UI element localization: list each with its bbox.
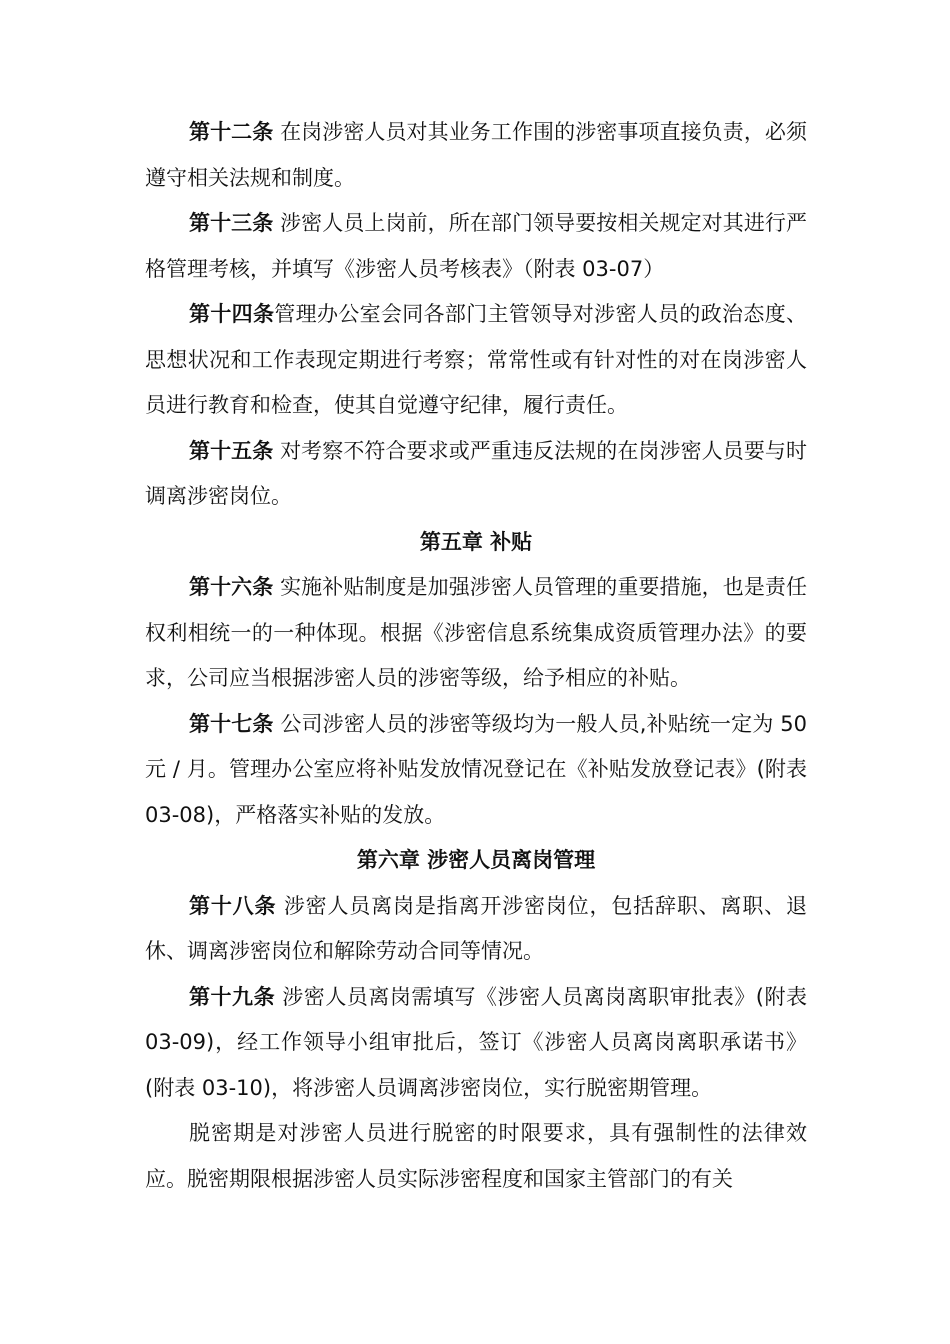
article-text: 涉密人员上岗前，所在部门领导要按相关规定对其进行严格管理考核，并填写《涉密人员考核表》（附表 03-07）: [145, 211, 807, 281]
closing-paragraph: 脱密期是对涉密人员进行脱密的时限要求，具有强制性的法律效应。脱密期限根据涉密人员实际涉密程度和国家主管部门的有关: [145, 1121, 807, 1191]
article-number: 第十七条: [189, 711, 274, 736]
article-13: [145, 201, 807, 292]
article-15: [145, 429, 807, 520]
article-text: 公司涉密人员的涉密等级均为一般人员,补贴统一定为 50 元 / 月。管理办公室应将补贴发放情况登记在《补贴发放登记表》(附表 03-08)，严格落实补贴的发放。: [145, 711, 808, 827]
chapter-heading: 第五章 补贴: [419, 529, 533, 554]
article-14: [145, 292, 807, 429]
article-number: 第十五条: [189, 438, 274, 463]
article-number: 第十二条: [189, 120, 274, 144]
article-18: [145, 884, 807, 975]
article-text: 实施补贴制度是加强涉密人员管理的重要措施，也是责任权利相统一的一种体现。根据《涉密信息系统集成资质管理办法》的要求，公司应当根据涉密人员的涉密等级，给予相应的补贴。: [145, 575, 807, 690]
article-text: 涉密人员离岗是指离开涉密岗位，包括辞职、离职、退休、调离涉密岗位和解除劳动合同等情况。: [145, 893, 807, 963]
article-text: 涉密人员离岗需填写《涉密人员离岗离职审批表》(附表 03-09)，经工作领导小组审批后，签订《涉密人员离岗离职承诺书》(附表 03-10)，将涉密人员调离涉密岗位，实行脱密期管理。: [145, 984, 807, 1100]
chapter-heading: 第六章 涉密人员离岗管理: [356, 848, 596, 872]
article-number: 第十九条: [189, 984, 276, 1009]
article-19: [145, 975, 807, 1112]
article-number: 第十八条: [189, 893, 277, 918]
article-number: 第十四条: [189, 302, 275, 326]
article-number: 第十六条: [189, 575, 274, 599]
article-16: [145, 565, 807, 702]
article-text: 管理办公室会同各部门主管领导对涉密人员的政治态度、思想状况和工作表现定期进行考察；常常性或有针对性的对在岗涉密人员进行教育和检查，使其自觉遵守纪律，履行责任。: [145, 302, 808, 417]
article-12: [145, 110, 807, 201]
document-page: [145, 110, 807, 1202]
article-17: [145, 702, 807, 839]
article-text: 在岗涉密人员对其业务工作围的涉密事项直接负责，必须遵守相关法规和制度。: [145, 120, 807, 190]
article-text: 对考察不符合要求或严重违反法规的在岗涉密人员要与时调离涉密岗位。: [145, 438, 807, 508]
article-number: 第十三条: [189, 211, 274, 235]
